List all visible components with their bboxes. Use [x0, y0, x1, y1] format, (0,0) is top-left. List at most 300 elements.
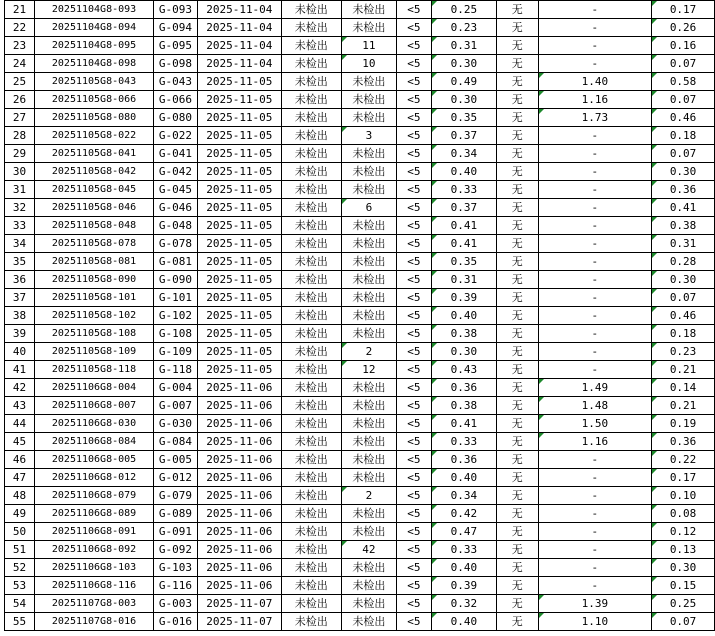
sample-code-cell[interactable]: 20251106G8-079	[35, 487, 154, 505]
result-g-cell[interactable]: 0.07	[652, 289, 715, 307]
sample-code-cell[interactable]: 20251105G8-090	[35, 271, 154, 289]
sample-id-cell[interactable]: G-081	[154, 253, 198, 271]
date-cell[interactable]: 2025-11-05	[197, 253, 281, 271]
result-f-cell[interactable]: -	[538, 181, 652, 199]
result-a-cell[interactable]: 未检出	[281, 343, 341, 361]
result-c-cell[interactable]: <5	[397, 91, 432, 109]
sample-id-cell[interactable]: G-109	[154, 343, 198, 361]
date-cell[interactable]: 2025-11-06	[197, 469, 281, 487]
result-a-cell[interactable]: 未检出	[281, 73, 341, 91]
result-a-cell[interactable]: 未检出	[281, 451, 341, 469]
result-a-cell[interactable]: 未检出	[281, 433, 341, 451]
result-c-cell[interactable]: <5	[397, 145, 432, 163]
result-f-cell[interactable]: -	[538, 289, 652, 307]
sample-id-cell[interactable]: G-016	[154, 613, 198, 631]
result-b-cell[interactable]: 10	[341, 55, 396, 73]
sample-code-cell[interactable]: 20251107G8-016	[35, 613, 154, 631]
result-g-cell[interactable]: 0.38	[652, 217, 715, 235]
date-cell[interactable]: 2025-11-05	[197, 307, 281, 325]
result-g-cell[interactable]: 0.31	[652, 235, 715, 253]
result-g-cell[interactable]: 0.23	[652, 343, 715, 361]
result-e-cell[interactable]: 无	[497, 379, 538, 397]
result-g-cell[interactable]: 0.08	[652, 505, 715, 523]
result-b-cell[interactable]: 未检出	[341, 523, 396, 541]
result-g-cell[interactable]: 0.30	[652, 163, 715, 181]
result-g-cell[interactable]: 0.17	[652, 1, 715, 19]
row-number-cell[interactable]: 26	[5, 91, 35, 109]
result-c-cell[interactable]: <5	[397, 109, 432, 127]
result-e-cell[interactable]: 无	[497, 253, 538, 271]
result-c-cell[interactable]: <5	[397, 37, 432, 55]
result-f-cell[interactable]: -	[538, 127, 652, 145]
sample-code-cell[interactable]: 20251106G8-004	[35, 379, 154, 397]
result-b-cell[interactable]: 未检出	[341, 181, 396, 199]
result-e-cell[interactable]: 无	[497, 127, 538, 145]
result-e-cell[interactable]: 无	[497, 217, 538, 235]
result-d-cell[interactable]: 0.40	[431, 559, 496, 577]
result-a-cell[interactable]: 未检出	[281, 217, 341, 235]
result-c-cell[interactable]: <5	[397, 523, 432, 541]
result-e-cell[interactable]: 无	[497, 55, 538, 73]
sample-code-cell[interactable]: 20251105G8-041	[35, 145, 154, 163]
result-d-cell[interactable]: 0.40	[431, 469, 496, 487]
date-cell[interactable]: 2025-11-06	[197, 487, 281, 505]
result-f-cell[interactable]: -	[538, 325, 652, 343]
sample-id-cell[interactable]: G-007	[154, 397, 198, 415]
sample-id-cell[interactable]: G-116	[154, 577, 198, 595]
result-b-cell[interactable]: 11	[341, 37, 396, 55]
sample-id-cell[interactable]: G-042	[154, 163, 198, 181]
result-f-cell[interactable]: -	[538, 163, 652, 181]
row-number-cell[interactable]: 41	[5, 361, 35, 379]
date-cell[interactable]: 2025-11-06	[197, 577, 281, 595]
sample-code-cell[interactable]: 20251104G8-094	[35, 19, 154, 37]
sample-code-cell[interactable]: 20251105G8-066	[35, 91, 154, 109]
row-number-cell[interactable]: 52	[5, 559, 35, 577]
result-b-cell[interactable]: 未检出	[341, 1, 396, 19]
result-f-cell[interactable]: 1.16	[538, 433, 652, 451]
result-e-cell[interactable]: 无	[497, 235, 538, 253]
result-c-cell[interactable]: <5	[397, 163, 432, 181]
sample-id-cell[interactable]: G-004	[154, 379, 198, 397]
result-b-cell[interactable]: 未检出	[341, 415, 396, 433]
result-e-cell[interactable]: 无	[497, 181, 538, 199]
result-e-cell[interactable]: 无	[497, 577, 538, 595]
date-cell[interactable]: 2025-11-05	[197, 109, 281, 127]
result-e-cell[interactable]: 无	[497, 613, 538, 631]
result-g-cell[interactable]: 0.41	[652, 199, 715, 217]
result-f-cell[interactable]: -	[538, 577, 652, 595]
result-c-cell[interactable]: <5	[397, 73, 432, 91]
sample-id-cell[interactable]: G-048	[154, 217, 198, 235]
result-a-cell[interactable]: 未检出	[281, 577, 341, 595]
result-b-cell[interactable]: 未检出	[341, 307, 396, 325]
result-a-cell[interactable]: 未检出	[281, 145, 341, 163]
result-e-cell[interactable]: 无	[497, 397, 538, 415]
date-cell[interactable]: 2025-11-04	[197, 37, 281, 55]
result-g-cell[interactable]: 0.07	[652, 55, 715, 73]
result-b-cell[interactable]: 未检出	[341, 469, 396, 487]
result-f-cell[interactable]: -	[538, 559, 652, 577]
result-c-cell[interactable]: <5	[397, 613, 432, 631]
sample-code-cell[interactable]: 20251106G8-007	[35, 397, 154, 415]
date-cell[interactable]: 2025-11-05	[197, 145, 281, 163]
result-a-cell[interactable]: 未检出	[281, 37, 341, 55]
result-f-cell[interactable]: -	[538, 145, 652, 163]
sample-code-cell[interactable]: 20251106G8-103	[35, 559, 154, 577]
result-f-cell[interactable]: -	[538, 1, 652, 19]
sample-code-cell[interactable]: 20251105G8-109	[35, 343, 154, 361]
date-cell[interactable]: 2025-11-06	[197, 433, 281, 451]
sample-code-cell[interactable]: 20251105G8-022	[35, 127, 154, 145]
result-e-cell[interactable]: 无	[497, 325, 538, 343]
result-d-cell[interactable]: 0.37	[431, 199, 496, 217]
result-e-cell[interactable]: 无	[497, 73, 538, 91]
result-e-cell[interactable]: 无	[497, 505, 538, 523]
result-g-cell[interactable]: 0.30	[652, 271, 715, 289]
result-a-cell[interactable]: 未检出	[281, 613, 341, 631]
row-number-cell[interactable]: 36	[5, 271, 35, 289]
result-d-cell[interactable]: 0.40	[431, 307, 496, 325]
result-c-cell[interactable]: <5	[397, 541, 432, 559]
row-number-cell[interactable]: 44	[5, 415, 35, 433]
result-d-cell[interactable]: 0.36	[431, 379, 496, 397]
result-b-cell[interactable]: 2	[341, 487, 396, 505]
result-g-cell[interactable]: 0.15	[652, 577, 715, 595]
result-g-cell[interactable]: 0.18	[652, 325, 715, 343]
result-e-cell[interactable]: 无	[497, 163, 538, 181]
result-f-cell[interactable]: -	[538, 343, 652, 361]
result-d-cell[interactable]: 0.34	[431, 487, 496, 505]
result-g-cell[interactable]: 0.13	[652, 541, 715, 559]
result-e-cell[interactable]: 无	[497, 1, 538, 19]
result-a-cell[interactable]: 未检出	[281, 469, 341, 487]
result-d-cell[interactable]: 0.25	[431, 1, 496, 19]
result-c-cell[interactable]: <5	[397, 55, 432, 73]
result-b-cell[interactable]: 未检出	[341, 73, 396, 91]
result-e-cell[interactable]: 无	[497, 343, 538, 361]
row-number-cell[interactable]: 40	[5, 343, 35, 361]
sample-id-cell[interactable]: G-108	[154, 325, 198, 343]
result-b-cell[interactable]: 6	[341, 199, 396, 217]
result-e-cell[interactable]: 无	[497, 19, 538, 37]
result-a-cell[interactable]: 未检出	[281, 127, 341, 145]
row-number-cell[interactable]: 22	[5, 19, 35, 37]
row-number-cell[interactable]: 25	[5, 73, 35, 91]
result-a-cell[interactable]: 未检出	[281, 595, 341, 613]
result-a-cell[interactable]: 未检出	[281, 271, 341, 289]
row-number-cell[interactable]: 31	[5, 181, 35, 199]
sample-id-cell[interactable]: G-095	[154, 37, 198, 55]
result-g-cell[interactable]: 0.30	[652, 559, 715, 577]
date-cell[interactable]: 2025-11-05	[197, 163, 281, 181]
date-cell[interactable]: 2025-11-06	[197, 397, 281, 415]
result-b-cell[interactable]: 未检出	[341, 91, 396, 109]
result-d-cell[interactable]: 0.41	[431, 415, 496, 433]
sample-id-cell[interactable]: G-030	[154, 415, 198, 433]
result-a-cell[interactable]: 未检出	[281, 19, 341, 37]
sample-id-cell[interactable]: G-043	[154, 73, 198, 91]
result-f-cell[interactable]: 1.40	[538, 73, 652, 91]
result-g-cell[interactable]: 0.10	[652, 487, 715, 505]
date-cell[interactable]: 2025-11-05	[197, 181, 281, 199]
row-number-cell[interactable]: 49	[5, 505, 35, 523]
row-number-cell[interactable]: 29	[5, 145, 35, 163]
row-number-cell[interactable]: 30	[5, 163, 35, 181]
result-c-cell[interactable]: <5	[397, 595, 432, 613]
result-a-cell[interactable]: 未检出	[281, 199, 341, 217]
result-g-cell[interactable]: 0.46	[652, 307, 715, 325]
result-b-cell[interactable]: 未检出	[341, 19, 396, 37]
result-b-cell[interactable]: 未检出	[341, 145, 396, 163]
row-number-cell[interactable]: 23	[5, 37, 35, 55]
result-b-cell[interactable]: 2	[341, 343, 396, 361]
row-number-cell[interactable]: 42	[5, 379, 35, 397]
row-number-cell[interactable]: 34	[5, 235, 35, 253]
result-a-cell[interactable]: 未检出	[281, 91, 341, 109]
date-cell[interactable]: 2025-11-05	[197, 217, 281, 235]
result-b-cell[interactable]: 未检出	[341, 325, 396, 343]
result-b-cell[interactable]: 42	[341, 541, 396, 559]
result-b-cell[interactable]: 未检出	[341, 577, 396, 595]
result-f-cell[interactable]: 1.16	[538, 91, 652, 109]
result-g-cell[interactable]: 0.58	[652, 73, 715, 91]
sample-id-cell[interactable]: G-041	[154, 145, 198, 163]
sample-code-cell[interactable]: 20251106G8-005	[35, 451, 154, 469]
row-number-cell[interactable]: 43	[5, 397, 35, 415]
result-a-cell[interactable]: 未检出	[281, 361, 341, 379]
result-b-cell[interactable]: 未检出	[341, 559, 396, 577]
sample-code-cell[interactable]: 20251105G8-101	[35, 289, 154, 307]
result-e-cell[interactable]: 无	[497, 109, 538, 127]
result-g-cell[interactable]: 0.21	[652, 397, 715, 415]
sample-id-cell[interactable]: G-003	[154, 595, 198, 613]
sample-code-cell[interactable]: 20251105G8-042	[35, 163, 154, 181]
sample-code-cell[interactable]: 20251104G8-098	[35, 55, 154, 73]
result-f-cell[interactable]: -	[538, 469, 652, 487]
row-number-cell[interactable]: 28	[5, 127, 35, 145]
result-d-cell[interactable]: 0.35	[431, 253, 496, 271]
sample-id-cell[interactable]: G-046	[154, 199, 198, 217]
result-c-cell[interactable]: <5	[397, 559, 432, 577]
result-g-cell[interactable]: 0.26	[652, 19, 715, 37]
result-c-cell[interactable]: <5	[397, 325, 432, 343]
sample-code-cell[interactable]: 20251105G8-048	[35, 217, 154, 235]
result-e-cell[interactable]: 无	[497, 361, 538, 379]
result-c-cell[interactable]: <5	[397, 505, 432, 523]
result-a-cell[interactable]: 未检出	[281, 163, 341, 181]
result-d-cell[interactable]: 0.31	[431, 37, 496, 55]
result-g-cell[interactable]: 0.36	[652, 433, 715, 451]
result-a-cell[interactable]: 未检出	[281, 325, 341, 343]
row-number-cell[interactable]: 24	[5, 55, 35, 73]
result-c-cell[interactable]: <5	[397, 181, 432, 199]
result-d-cell[interactable]: 0.38	[431, 325, 496, 343]
result-f-cell[interactable]: 1.48	[538, 397, 652, 415]
sample-id-cell[interactable]: G-084	[154, 433, 198, 451]
result-b-cell[interactable]: 未检出	[341, 595, 396, 613]
result-d-cell[interactable]: 0.40	[431, 163, 496, 181]
row-number-cell[interactable]: 55	[5, 613, 35, 631]
result-e-cell[interactable]: 无	[497, 541, 538, 559]
sample-code-cell[interactable]: 20251104G8-095	[35, 37, 154, 55]
sample-id-cell[interactable]: G-101	[154, 289, 198, 307]
row-number-cell[interactable]: 35	[5, 253, 35, 271]
date-cell[interactable]: 2025-11-07	[197, 613, 281, 631]
row-number-cell[interactable]: 33	[5, 217, 35, 235]
sample-code-cell[interactable]: 20251105G8-046	[35, 199, 154, 217]
sample-id-cell[interactable]: G-079	[154, 487, 198, 505]
result-g-cell[interactable]: 0.07	[652, 91, 715, 109]
date-cell[interactable]: 2025-11-06	[197, 541, 281, 559]
sample-code-cell[interactable]: 20251105G8-081	[35, 253, 154, 271]
result-c-cell[interactable]: <5	[397, 1, 432, 19]
result-e-cell[interactable]: 无	[497, 487, 538, 505]
result-d-cell[interactable]: 0.35	[431, 109, 496, 127]
result-c-cell[interactable]: <5	[397, 217, 432, 235]
result-c-cell[interactable]: <5	[397, 289, 432, 307]
result-g-cell[interactable]: 0.36	[652, 181, 715, 199]
row-number-cell[interactable]: 46	[5, 451, 35, 469]
result-d-cell[interactable]: 0.40	[431, 613, 496, 631]
result-f-cell[interactable]: -	[538, 361, 652, 379]
result-a-cell[interactable]: 未检出	[281, 253, 341, 271]
result-g-cell[interactable]: 0.28	[652, 253, 715, 271]
result-g-cell[interactable]: 0.21	[652, 361, 715, 379]
result-f-cell[interactable]: 1.50	[538, 415, 652, 433]
result-a-cell[interactable]: 未检出	[281, 559, 341, 577]
result-e-cell[interactable]: 无	[497, 199, 538, 217]
result-c-cell[interactable]: <5	[397, 379, 432, 397]
result-g-cell[interactable]: 0.12	[652, 523, 715, 541]
result-b-cell[interactable]: 未检出	[341, 253, 396, 271]
result-c-cell[interactable]: <5	[397, 19, 432, 37]
result-e-cell[interactable]: 无	[497, 289, 538, 307]
date-cell[interactable]: 2025-11-04	[197, 19, 281, 37]
result-b-cell[interactable]: 未检出	[341, 163, 396, 181]
result-f-cell[interactable]: 1.39	[538, 595, 652, 613]
result-c-cell[interactable]: <5	[397, 343, 432, 361]
result-a-cell[interactable]: 未检出	[281, 181, 341, 199]
result-f-cell[interactable]: 1.49	[538, 379, 652, 397]
result-b-cell[interactable]: 未检出	[341, 505, 396, 523]
date-cell[interactable]: 2025-11-05	[197, 73, 281, 91]
result-d-cell[interactable]: 0.41	[431, 235, 496, 253]
result-g-cell[interactable]: 0.07	[652, 613, 715, 631]
date-cell[interactable]: 2025-11-05	[197, 91, 281, 109]
sample-id-cell[interactable]: G-118	[154, 361, 198, 379]
sample-code-cell[interactable]: 20251106G8-116	[35, 577, 154, 595]
sample-code-cell[interactable]: 20251105G8-078	[35, 235, 154, 253]
result-f-cell[interactable]: -	[538, 235, 652, 253]
result-f-cell[interactable]: -	[538, 199, 652, 217]
result-a-cell[interactable]: 未检出	[281, 523, 341, 541]
sample-id-cell[interactable]: G-012	[154, 469, 198, 487]
row-number-cell[interactable]: 45	[5, 433, 35, 451]
result-c-cell[interactable]: <5	[397, 253, 432, 271]
result-d-cell[interactable]: 0.47	[431, 523, 496, 541]
result-d-cell[interactable]: 0.39	[431, 289, 496, 307]
result-d-cell[interactable]: 0.41	[431, 217, 496, 235]
sample-code-cell[interactable]: 20251105G8-108	[35, 325, 154, 343]
result-c-cell[interactable]: <5	[397, 451, 432, 469]
date-cell[interactable]: 2025-11-05	[197, 199, 281, 217]
result-a-cell[interactable]: 未检出	[281, 1, 341, 19]
row-number-cell[interactable]: 37	[5, 289, 35, 307]
result-c-cell[interactable]: <5	[397, 469, 432, 487]
date-cell[interactable]: 2025-11-06	[197, 379, 281, 397]
result-c-cell[interactable]: <5	[397, 235, 432, 253]
date-cell[interactable]: 2025-11-05	[197, 127, 281, 145]
sample-code-cell[interactable]: 20251105G8-045	[35, 181, 154, 199]
date-cell[interactable]: 2025-11-04	[197, 55, 281, 73]
result-b-cell[interactable]: 未检出	[341, 289, 396, 307]
result-c-cell[interactable]: <5	[397, 415, 432, 433]
result-g-cell[interactable]: 0.14	[652, 379, 715, 397]
sample-id-cell[interactable]: G-094	[154, 19, 198, 37]
date-cell[interactable]: 2025-11-05	[197, 235, 281, 253]
result-c-cell[interactable]: <5	[397, 271, 432, 289]
sample-id-cell[interactable]: G-078	[154, 235, 198, 253]
sample-id-cell[interactable]: G-102	[154, 307, 198, 325]
sample-id-cell[interactable]: G-091	[154, 523, 198, 541]
sample-id-cell[interactable]: G-045	[154, 181, 198, 199]
result-f-cell[interactable]: -	[538, 541, 652, 559]
result-b-cell[interactable]: 未检出	[341, 613, 396, 631]
row-number-cell[interactable]: 32	[5, 199, 35, 217]
result-a-cell[interactable]: 未检出	[281, 379, 341, 397]
row-number-cell[interactable]: 48	[5, 487, 35, 505]
result-d-cell[interactable]: 0.23	[431, 19, 496, 37]
result-d-cell[interactable]: 0.30	[431, 91, 496, 109]
sample-id-cell[interactable]: G-089	[154, 505, 198, 523]
result-e-cell[interactable]: 无	[497, 469, 538, 487]
result-f-cell[interactable]: -	[538, 55, 652, 73]
sample-id-cell[interactable]: G-090	[154, 271, 198, 289]
date-cell[interactable]: 2025-11-05	[197, 361, 281, 379]
result-g-cell[interactable]: 0.18	[652, 127, 715, 145]
sample-code-cell[interactable]: 20251104G8-093	[35, 1, 154, 19]
sample-id-cell[interactable]: G-103	[154, 559, 198, 577]
result-a-cell[interactable]: 未检出	[281, 55, 341, 73]
sample-code-cell[interactable]: 20251105G8-102	[35, 307, 154, 325]
result-c-cell[interactable]: <5	[397, 127, 432, 145]
result-f-cell[interactable]: -	[538, 487, 652, 505]
date-cell[interactable]: 2025-11-06	[197, 559, 281, 577]
result-g-cell[interactable]: 0.19	[652, 415, 715, 433]
result-f-cell[interactable]: 1.10	[538, 613, 652, 631]
sample-id-cell[interactable]: G-092	[154, 541, 198, 559]
sample-code-cell[interactable]: 20251106G8-089	[35, 505, 154, 523]
result-b-cell[interactable]: 未检出	[341, 217, 396, 235]
sample-id-cell[interactable]: G-005	[154, 451, 198, 469]
result-a-cell[interactable]: 未检出	[281, 307, 341, 325]
row-number-cell[interactable]: 51	[5, 541, 35, 559]
result-d-cell[interactable]: 0.42	[431, 505, 496, 523]
result-a-cell[interactable]: 未检出	[281, 235, 341, 253]
result-a-cell[interactable]: 未检出	[281, 541, 341, 559]
result-e-cell[interactable]: 无	[497, 91, 538, 109]
sample-code-cell[interactable]: 20251106G8-091	[35, 523, 154, 541]
result-d-cell[interactable]: 0.43	[431, 361, 496, 379]
result-d-cell[interactable]: 0.39	[431, 577, 496, 595]
row-number-cell[interactable]: 54	[5, 595, 35, 613]
result-f-cell[interactable]: -	[538, 451, 652, 469]
result-e-cell[interactable]: 无	[497, 271, 538, 289]
result-c-cell[interactable]: <5	[397, 397, 432, 415]
row-number-cell[interactable]: 47	[5, 469, 35, 487]
result-f-cell[interactable]: -	[538, 523, 652, 541]
